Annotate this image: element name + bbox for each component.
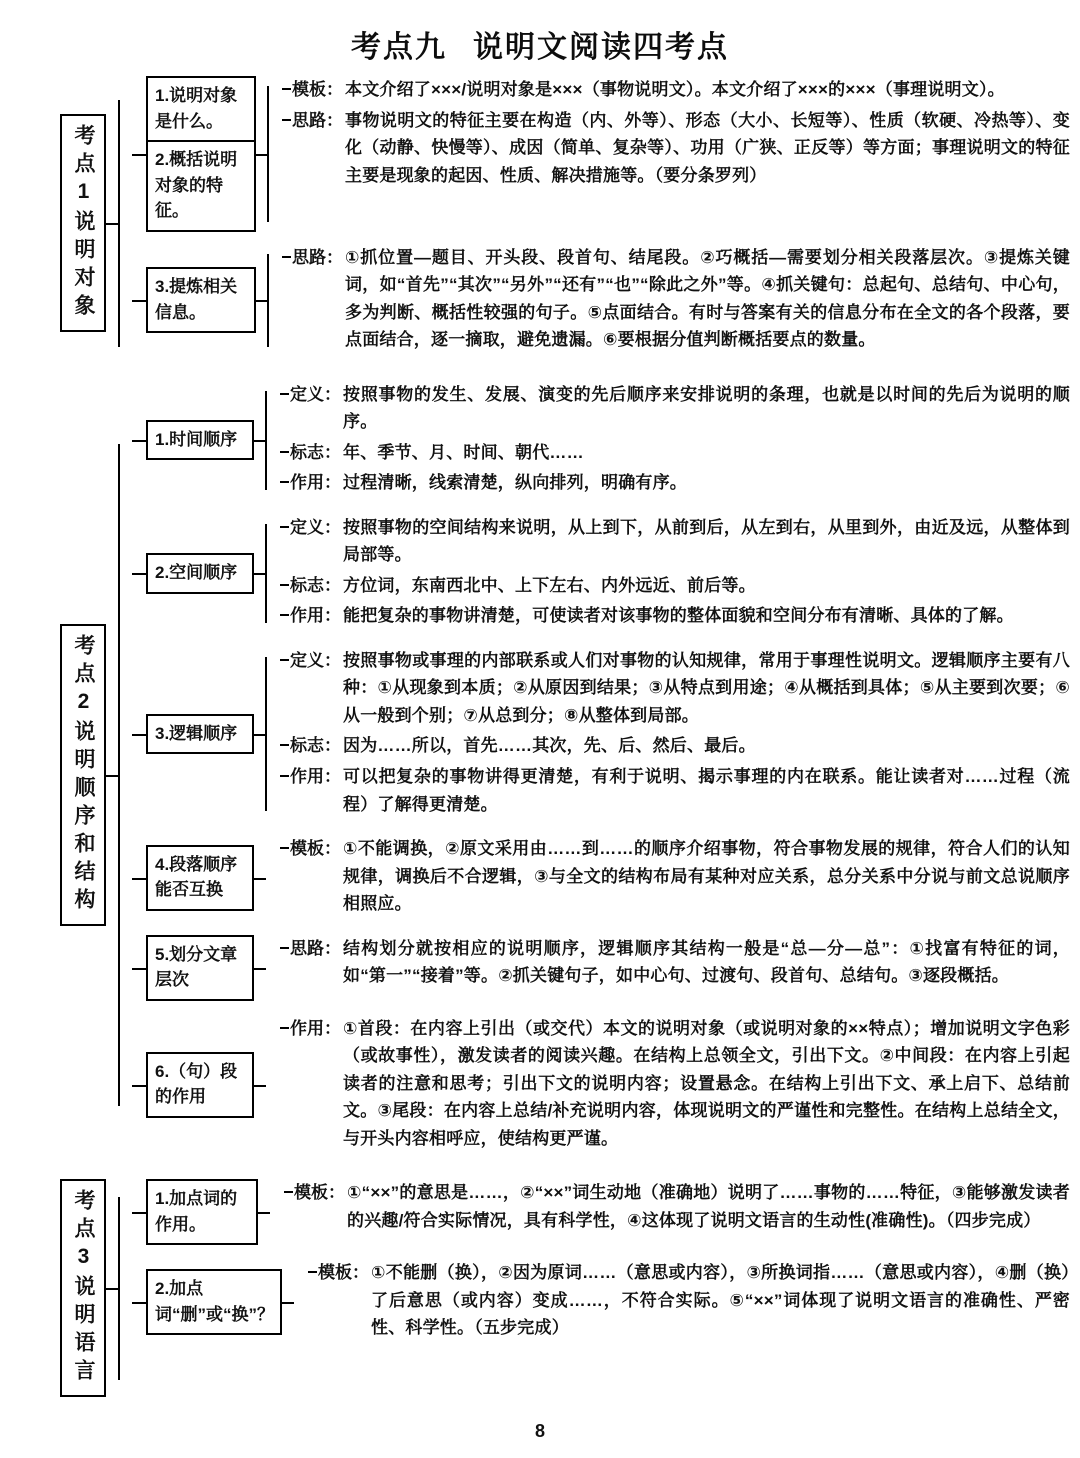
detail-tick <box>280 572 290 600</box>
topic-1-bracket <box>256 76 280 232</box>
page-title-sub: 说明文阅读四考点 <box>473 31 729 64</box>
topic-marked-word-bracket <box>258 1179 282 1245</box>
topic-time-bracket <box>254 381 278 500</box>
detail-tick <box>280 835 290 918</box>
detail-tick <box>284 1179 294 1234</box>
detail-key: 模板 ： <box>292 76 345 104</box>
section-2-bracket <box>106 381 132 1170</box>
topic-layer-details <box>278 935 1070 1001</box>
topic-space-bracket <box>254 514 278 633</box>
mindmap-diagram <box>0 76 1080 1397</box>
detail-row <box>280 763 1070 818</box>
topic-box-sentence-paragraph-function[interactable]: 6.（句）段的作用 <box>146 1052 254 1118</box>
page-title-main: 考点九 <box>351 31 447 64</box>
detail-key: 标志 ： <box>290 439 343 467</box>
detail-body: 按照事物或事理的内部联系或人们对事物的认知规律，常用于事理性说明文。逻辑顺序主要有八种：①从现象到本质；②从原因到结果；③从特点到用途；④从概括到具体；⑤从主要到次要；⑥从一般到个别；⑦从总到分；⑧从整体到局部。 <box>343 650 1070 725</box>
topic-layer-bracket <box>254 935 278 1001</box>
detail-row <box>282 244 1070 354</box>
detail-key: 模板 ： <box>290 835 343 863</box>
section-3-vertical-label <box>60 1179 106 1397</box>
topic-box-logic-order[interactable]: 3.逻辑顺序 <box>146 714 254 755</box>
detail-key: 定义 ： <box>290 647 343 675</box>
topic-marked-word-details <box>282 1179 1070 1245</box>
section-kaodian-1 <box>60 76 1070 371</box>
topic-swap-details <box>278 835 1070 921</box>
section-1-label-text: 考点1说明对象 <box>72 124 96 323</box>
detail-row <box>280 381 1070 436</box>
connector-stub <box>132 1015 146 1156</box>
topic-box-marked-word-function[interactable]: 1.加点词的作用。 <box>146 1179 258 1245</box>
section-2-label-text: 考点2说明顺序和结构 <box>72 633 96 916</box>
detail-key: 作用 ： <box>290 1015 343 1043</box>
connector-stub <box>132 1179 146 1245</box>
connector-stub <box>132 76 146 232</box>
detail-tick <box>282 76 292 104</box>
section-1-groups <box>132 76 1070 371</box>
topic-delete-replace-bracket <box>282 1259 306 1345</box>
detail-row <box>280 469 1070 497</box>
topic-box-delete-or-replace[interactable]: 2.加点词“删”或“换”？ <box>146 1269 282 1335</box>
detail-key: 思路 ： <box>292 244 345 272</box>
detail-key: 作用 ： <box>290 763 343 791</box>
group-3-1 <box>132 1179 1070 1245</box>
section-1-bracket <box>106 76 132 371</box>
detail-row <box>284 1179 1070 1234</box>
connector-stub <box>132 647 146 821</box>
detail-tick <box>280 647 290 730</box>
detail-row <box>280 835 1070 918</box>
topic-delete-replace-details <box>306 1259 1070 1345</box>
detail-body: 结构划分就按相应的说明顺序，逻辑顺序其结构一般是“总—分—总”：①找富有特征的词，如“第一”“接着”等。②抓关键句子，如中心句、过渡句、段首句、总结句。③逐段概括。 <box>343 938 1070 986</box>
topic-logic-bracket <box>254 647 278 821</box>
section-2-groups <box>132 381 1070 1170</box>
detail-tick <box>308 1259 318 1342</box>
section-3-label-text: 考点3说明语言 <box>72 1189 96 1388</box>
detail-body: 按照事物的发生、发展、演变的先后顺序来安排说明的条理，也就是以时间的先后为说明的顺序。 <box>343 384 1070 432</box>
group-2-3 <box>132 647 1070 821</box>
detail-body: ①首段：在内容上引出（或交代）本文的说明对象（或说明对象的××特点）；增加说明文字色彩（或故事性），激发读者的阅读兴趣。在结构上总领全文，引出下文。②中间段：在内容上引起读者的注意和思考；引出下文的说明内容；设置悬念。在结构上引出下文、承上启下、总结前文。③尾段：在内容上总结/补充说明内容，体现说明文的严谨性和完整性。在结构上总结全文，与开头内容相呼应，使结构更严谨。 <box>343 1018 1070 1148</box>
connector-stub <box>132 835 146 921</box>
detail-row <box>280 935 1070 990</box>
detail-row <box>280 514 1070 569</box>
detail-tick <box>282 107 292 190</box>
detail-tick <box>280 732 290 760</box>
detail-row <box>280 732 1070 760</box>
section-kaodian-3 <box>60 1179 1070 1397</box>
detail-key: 作用 ： <box>290 602 343 630</box>
topic-swap-bracket <box>254 835 278 921</box>
topic-function-bracket <box>254 1015 278 1156</box>
topic-space-details <box>278 514 1070 633</box>
section-1-vertical-label <box>60 114 106 332</box>
section-3-bracket <box>106 1179 132 1397</box>
section-2-vertical-label <box>60 624 106 926</box>
detail-body: ①不能调换，②原文采用由……到……的顺序介绍事物，符合事物发展的规律，符合人们的认知规律，调换后不合逻辑，③与全文的结构布局有某种对应关系，总分关系中分说与前文总说顺序相照应。 <box>343 839 1070 914</box>
topic-box-time-order[interactable]: 1.时间顺序 <box>146 420 254 461</box>
section-kaodian-2 <box>60 381 1070 1170</box>
topic-box-2[interactable]: 2.概括说明对象的特征。 <box>146 142 256 232</box>
detail-key: 思路 ： <box>290 935 343 963</box>
detail-key: 标志 ： <box>290 732 343 760</box>
group-2-4 <box>132 835 1070 921</box>
detail-body: 因为……所以，首先……其次，先、后、然后、最后。 <box>343 736 756 756</box>
group-2-5 <box>132 935 1070 1001</box>
topic-box-3[interactable]: 3.提炼相关信息。 <box>146 267 256 333</box>
detail-row <box>280 1015 1070 1153</box>
topic-1-details <box>280 76 1070 232</box>
topic-box-paragraph-swap[interactable]: 4.段落顺序能否互换 <box>146 845 254 911</box>
detail-body: 方位词，东南西北中、上下左右、内外远近、前后等。 <box>343 575 756 595</box>
detail-key: 定义 ： <box>290 381 343 409</box>
group-1-1 <box>132 76 1070 232</box>
topic-box-stack <box>146 76 256 232</box>
connector-stub <box>132 1259 146 1345</box>
topic-3-bracket <box>256 244 280 357</box>
section-3-groups <box>132 1179 1070 1397</box>
detail-key: 作用 ： <box>290 469 343 497</box>
detail-key: 定义 ： <box>290 514 343 542</box>
detail-tick <box>280 439 290 467</box>
group-2-2 <box>132 514 1070 633</box>
detail-key: 模板 ： <box>294 1179 347 1207</box>
detail-body: 按照事物的空间结构来说明，从上到下，从前到后，从左到右，从里到外，由近及远，从整体到局部等。 <box>343 517 1070 565</box>
detail-key: 思路 ： <box>292 107 345 135</box>
connector-stub <box>132 514 146 633</box>
detail-row <box>308 1259 1070 1342</box>
detail-body: 可以把复杂的事物讲得更清楚，有利于说明、揭示事理的内在联系。能让读者对……过程（流程）了解得更清楚。 <box>343 767 1070 814</box>
detail-body: ①不能删（换），②因为原词……（意思或内容），③所换词指……（意思或内容），④删（换）了后意思（或内容）变成……，不符合实际。⑤“××”词体现了说明文语言的准确性、严密性、科学性。（五步完成） <box>371 1263 1070 1338</box>
detail-key: 标志 ： <box>290 572 343 600</box>
detail-row <box>280 647 1070 730</box>
page-title <box>0 0 1080 76</box>
detail-body: 年、季节、月、时间、朝代…… <box>343 442 584 462</box>
topic-function-details <box>278 1015 1070 1156</box>
detail-tick <box>280 514 290 569</box>
detail-tick <box>280 469 290 497</box>
detail-tick <box>280 763 290 818</box>
connector-stub <box>132 381 146 500</box>
detail-row <box>280 572 1070 600</box>
detail-row <box>282 107 1070 190</box>
detail-row <box>280 602 1070 630</box>
connector-stub <box>132 244 146 357</box>
detail-body: 能把复杂的事物讲清楚，可使读者对该事物的整体面貌和空间分布有清晰、具体的了解。 <box>343 606 1014 626</box>
topic-time-details <box>278 381 1070 500</box>
group-3-2 <box>132 1259 1070 1345</box>
topic-box-layer-division[interactable]: 5.划分文章层次 <box>146 935 254 1001</box>
detail-tick <box>282 244 292 354</box>
group-1-2 <box>132 244 1070 357</box>
topic-box-1[interactable]: 1.说明对象是什么。 <box>146 76 256 142</box>
detail-body: 事物说明文的特征主要在构造（内、外等）、形态（大小、长短等）、性质（软硬、冷热等）、变化（动静、快慢等）、成因（简单、复杂等）、功用（广狭、正反等）等方面；事理说明文的特征主要是现象的起因、性质、解决措施等。（要分条罗列） <box>345 110 1070 185</box>
detail-tick <box>280 602 290 630</box>
detail-row <box>280 439 1070 467</box>
detail-body: ①“××”的意思是……，②“××”词生动地（准确地）说明了……事物的……特征，③能够激发读者的兴趣/符合实际情况，具有科学性，④这体现了说明文语言的生动性(准确性)。（四步完成） <box>347 1183 1070 1230</box>
detail-row <box>282 76 1070 104</box>
detail-tick <box>280 1015 290 1153</box>
detail-tick <box>280 381 290 436</box>
topic-box-space-order[interactable]: 2.空间顺序 <box>146 553 254 594</box>
page-number: 8 <box>534 1421 545 1442</box>
detail-body: ①抓位置—题目、开头段、段首句、结尾段。②巧概括—需要划分相关段落层次。③提炼关键词，如“首先”“其次”“另外”“还有”“也”“除此之外”等。④抓关键句：总起句、总结句、中心句，多为判断、概括性较强的句子。⑤点面结合。有时与答案有关的信息分布在全文的各个段落，要点面结合，逐一摘取，避免遗漏。⑥要根据分值判断概括要点的数量。 <box>345 247 1070 350</box>
group-2-1 <box>132 381 1070 500</box>
detail-key: 模板 ： <box>318 1259 371 1287</box>
group-2-6 <box>132 1015 1070 1156</box>
detail-tick <box>280 935 290 990</box>
connector-stub <box>132 935 146 1001</box>
topic-logic-details <box>278 647 1070 821</box>
topic-3-details <box>280 244 1070 357</box>
detail-body: 本文介绍了×××/说明对象是×××（事物说明文）。本文介绍了×××的×××（事理说明文）。 <box>345 80 1005 99</box>
detail-body: 过程清晰，线索清楚，纵向排列，明确有序。 <box>343 473 687 493</box>
